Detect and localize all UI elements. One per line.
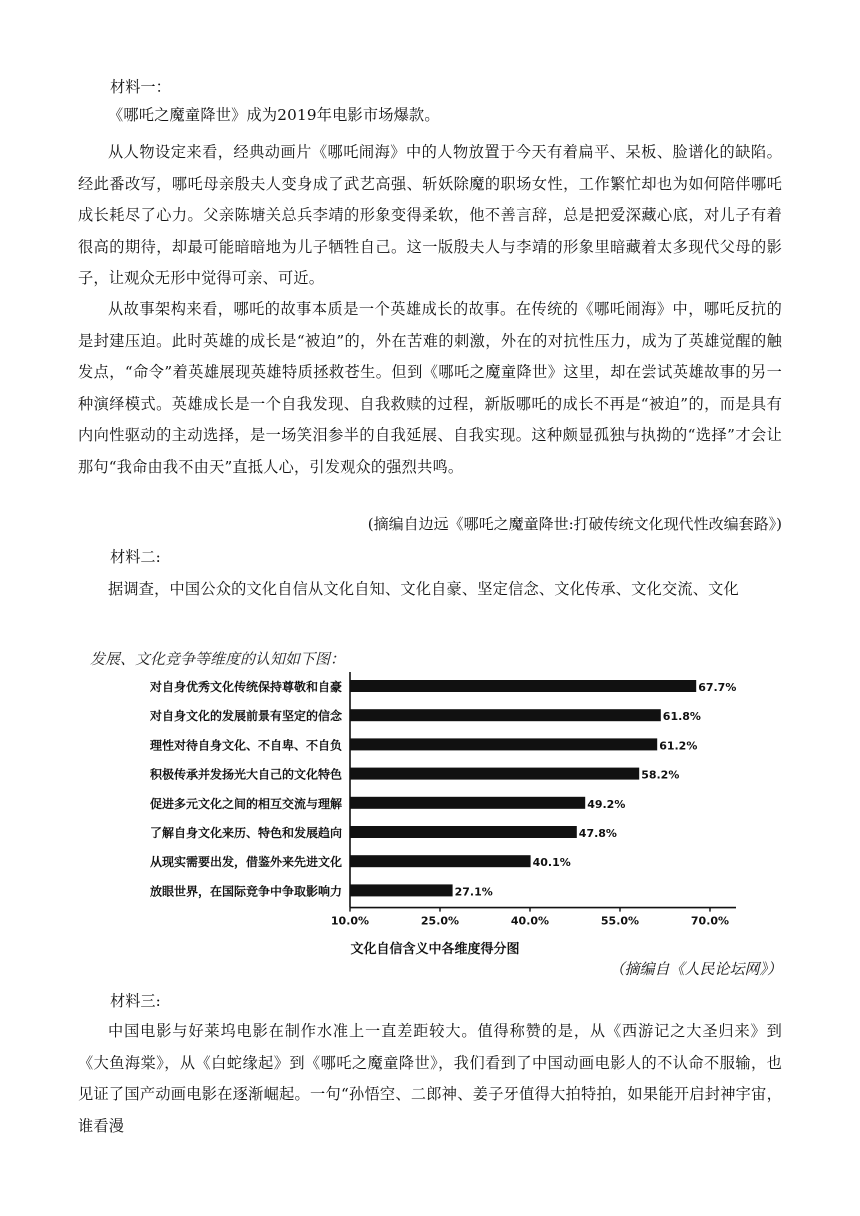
bar (350, 797, 585, 809)
bar (350, 768, 639, 780)
value-label: 47.8% (578, 827, 617, 840)
value-label: 58.2% (641, 768, 680, 782)
category-label: 促进多元文化之间的相互交流与理解 (149, 796, 342, 811)
material2-source: （摘编自《人民论坛网》） (609, 960, 782, 978)
category-label: 对自身文化的发展前景有坚定的信念 (149, 709, 342, 724)
dimension-score-chart (80, 640, 780, 980)
x-tick-label: 10.0% (330, 914, 370, 928)
material1-source: (摘编自边远《哪吒之魔童降世:打破传统文化现代性改编套路》) (367, 515, 782, 533)
value-label: 49.2% (587, 797, 626, 811)
x-tick-label: 40.0% (510, 914, 550, 928)
bar (350, 855, 531, 867)
material2-paragraph-1: 据调查，中国公众的文化自信从文化自知、文化自豪、坚定信念、文化传承、文化交流、文化 (108, 580, 739, 598)
x-tick-label: 25.0% (420, 914, 460, 928)
value-label: 61.2% (659, 739, 698, 753)
bar (350, 680, 696, 692)
material1-heading: 材料一： (110, 78, 171, 96)
value-label: 40.1% (532, 856, 571, 870)
material2-heading: 材料二: (110, 548, 161, 566)
bar (350, 884, 453, 896)
category-label: 了解自身文化来历、特色和发展趋向 (149, 826, 342, 840)
x-tick-label: 55.0% (600, 914, 640, 928)
material1-paragraph-3: 从故事架构来看，哪吒的故事本质是一个英雄成长的故事。在传统的《哪吒闹海》中，哪吒反抗的是封建压迫。此时英雄的成长是“被迫”的，外在苦难的刺激，外在的对抗性压力，成为了英雄觉醒的触发点，“命令”着英雄展现英雄特质拯救苍生。但到《哪吒之魔童降世》这里，却在尝试英雄故事的另一种演绎模式。英雄成长是一个自我发现、自我救赎的过程，新版哪吒的成长不再是“被迫”的，而是具有内向性驱动的主动选择，是一场笑泪参半的自我延展、自我实现。这种颇显孤独与执拗的“选择”才会让那句“我命由我不由天”直抵人心，引发观众的强烈共鸣。 (78, 300, 782, 476)
category-label: 对自身优秀文化传统保持尊敬和自豪 (149, 680, 342, 694)
x-tick-label: 70.0% (690, 914, 730, 928)
category-label: 从现实需要出发，借鉴外来先进文化 (149, 855, 342, 870)
material1-paragraph-1: 《哪吒之魔童降世》成为2019年电影市场爆款。 (108, 106, 440, 124)
category-label: 理性对待自身文化、不自卑、不自负 (149, 738, 342, 753)
bar (350, 709, 661, 721)
material3-heading: 材料三: (110, 992, 161, 1010)
category-label: 放眼世界，在国际竞争中争取影响力 (149, 884, 342, 899)
chart-title: 文化自信含义中各维度得分图 (350, 942, 520, 957)
value-label: 67.7% (698, 681, 737, 694)
value-label: 27.1% (454, 885, 493, 899)
category-label: 积极传承并发扬光大自己的文化特色 (149, 767, 342, 782)
value-label: 61.8% (662, 710, 701, 724)
chart-intro-text: 发展、文化竞争等维度的认知如下图： (90, 650, 346, 668)
bar (350, 738, 657, 750)
material3-paragraph-1: 中国电影与好莱坞电影在制作水准上一直差距较大。值得称赞的是，从《西游记之大圣归来》到《大鱼海棠》，从《白蛇缘起》到《哪吒之魔童降世》，我们看到了中国动画电影人的不认命不服输，也见证了国产动画电影在逐渐崛起。一句“孙悟空、二郎神、姜子牙值得大拍特拍，如果能开启封神宇宙，谁看漫 (78, 1022, 782, 1135)
material1-paragraph-2: 从人物设定来看，经典动画片《哪吒闹海》中的人物放置于今天有着扁平、呆板、脸谱化的缺陷。经此番改写，哪吒母亲殷夫人变身成了武艺高强、斩妖除魔的职场女性，工作繁忙却也为如何陪伴哪吒成长耗尽了心力。父亲陈塘关总兵李靖的形象变得柔软，他不善言辞，总是把爱深藏心底，对儿子有着很高的期待，却最可能暗暗地为儿子牺牲自己。这一版殷夫人与李靖的形象里暗藏着太多现代父母的影子，让观众无形中觉得可亲、可近。 (78, 143, 782, 287)
bar (350, 826, 577, 838)
